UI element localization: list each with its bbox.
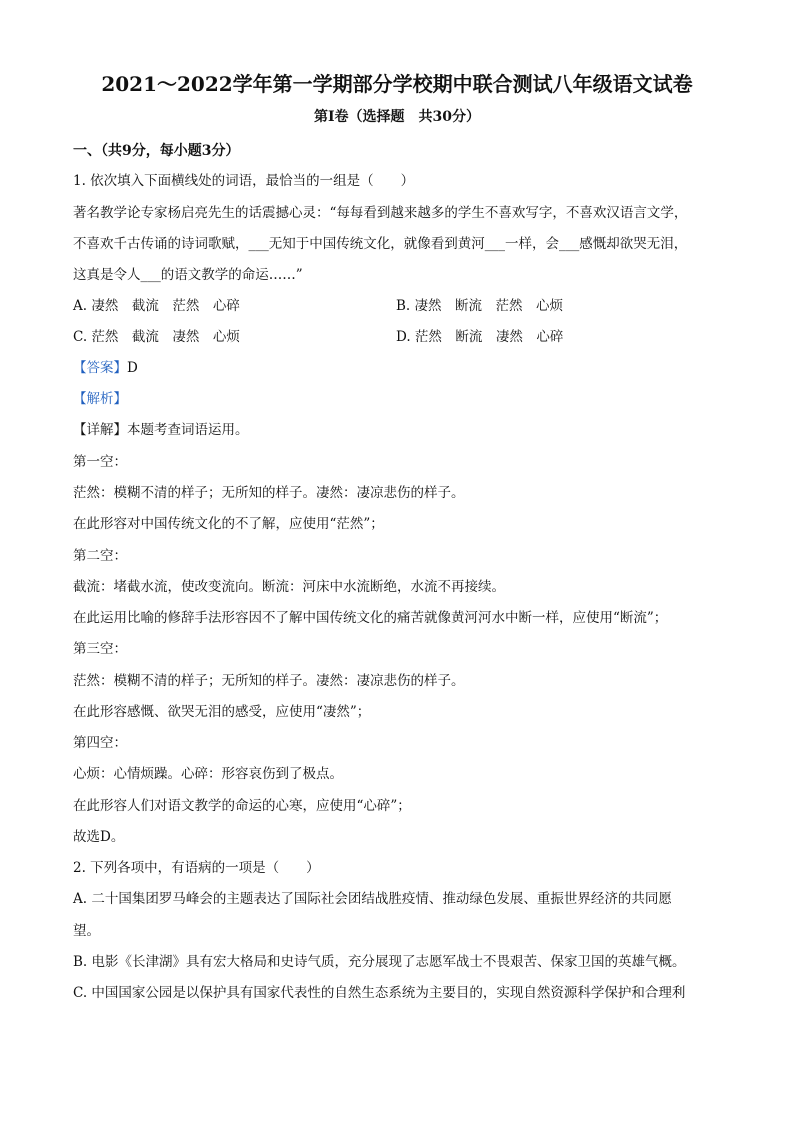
detail-text: 本题考查词语运用。 (127, 422, 249, 438)
question-2-option-line: C. 中国国家公园是以保护具有国家代表性的自然生态系统为主要目的，实现自然资源科学保护和合理利 (73, 985, 686, 1001)
question-2-option-line: B. 电影《长津湖》具有宏大格局和史诗气质，充分展现了志愿军战士不畏艰苦、保家卫国的英雄气概。 (73, 954, 686, 970)
question-2-option-line: 望。 (73, 923, 100, 939)
option-c: C. 茫然 截流 凄然 心烦 (73, 329, 240, 345)
answer-row (73, 353, 733, 383)
option-b: B. 凄然 断流 茫然 心烦 (396, 298, 564, 314)
question-2-stem: 2. 下列各项中，有语病的一项是（ ） (73, 860, 320, 876)
question-1-passage-line: 不喜欢千古传诵的诗词歌赋，___无知于中国传统文化，就像看到黄河___一样，会___感慨却欲哭无泪， (73, 236, 688, 252)
option-a: A. 凄然 截流 茫然 心碎 (73, 298, 240, 314)
section-heading: 一、（共9分，每小题3分） (73, 143, 240, 159)
explanation-line: 在此形容人们对语文教学的命运的心寒，应使用“心碎”； (73, 798, 411, 814)
detail-tag: 【详解】 (73, 422, 127, 438)
analysis-tag: 【解析】 (73, 391, 127, 407)
detail-row (73, 415, 733, 445)
explanation-line: 在此形容对中国传统文化的不了解，应使用“茫然”； (73, 516, 384, 532)
exam-title: 2021～2022学年第一学期部分学校期中联合测试八年级语文试卷 (101, 72, 693, 96)
explanation-line: 第一空： (73, 454, 127, 470)
explanation-line: 第二空： (73, 548, 127, 564)
question-1-passage-line: 这真是令人___的语文教学的命运……” (73, 267, 303, 283)
explanation-line: 故选D。 (73, 829, 125, 845)
explanation-line: 茫然：模糊不清的样子；无所知的样子。凄然：凄凉悲伤的样子。 (73, 485, 465, 501)
explanation-line: 第三空： (73, 641, 127, 657)
question-1-passage-line: 著名教学论专家杨启亮先生的话震撼心灵：“每每看到越来越多的学生不喜欢写字，不喜欢汉语言文学， (73, 205, 688, 221)
option-d: D. 茫然 断流 凄然 心碎 (396, 329, 564, 345)
analysis-row (73, 384, 733, 414)
answer-tag: 【答案】 (73, 360, 127, 376)
explanation-line: 心烦：心情烦躁。心碎：形容哀伤到了极点。 (73, 766, 343, 782)
explanation-line: 第四空： (73, 735, 127, 751)
paper-section-heading: 第Ⅰ卷（选择题 共30分） (313, 109, 481, 125)
explanation-line: 在此运用比喻的修辞手法形容因不了解中国传统文化的痛苦就像黄河河水中断一样，应使用“断流”； (73, 610, 668, 626)
explanation-line: 茫然：模糊不清的样子；无所知的样子。凄然：凄凉悲伤的样子。 (73, 673, 465, 689)
question-1-stem: 1. 依次填入下面横线处的词语，最恰当的一组是（ ） (73, 173, 415, 189)
explanation-line: 截流：堵截水流，使改变流向。断流：河床中水流断绝，水流不再接续。 (73, 579, 505, 595)
question-2-option-line: A. 二十国集团罗马峰会的主题表达了国际社会团结战胜疫情、推动绿色发展、重振世界经济的共同愿 (73, 891, 672, 907)
explanation-line: 在此形容感慨、欲哭无泪的感受，应使用“凄然”； (73, 704, 371, 720)
answer-value: D (127, 360, 138, 376)
